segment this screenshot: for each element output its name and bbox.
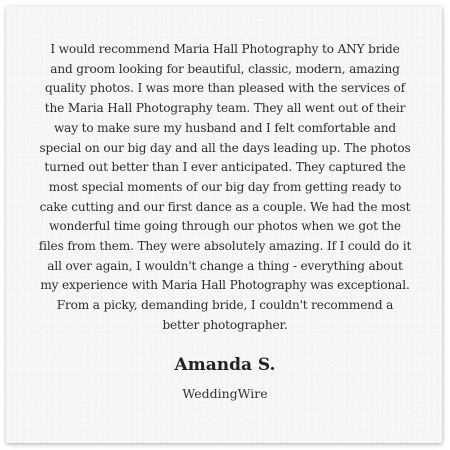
testimonial-source: WeddingWire [182, 386, 268, 401]
testimonial-author: Amanda S. [174, 355, 276, 375]
testimonial-quote: I would recommend Maria Hall Photography to ANY bride and groom looking for beautiful, classic, modern, amazing quality photos. I was more than pleased with the services of the Maria Hall Photography team. They all went out of their way to make sure my husband and I felt comfortable and special on our big day and all the days leading up. The photos turned out better than I ever anticipated. They captured the most special moments of our big day from getting ready to cake cutting and our first dance as a couple. We had the most wonderful time going through our photos when we got the files from them. They were absolutely amazing. If I could do it all over again, I wouldn't change a thing - everything about my experience with Maria Hall Photography was exceptional. From a picky, demanding bride, I couldn't recommend a better photographer. [38, 42, 412, 332]
